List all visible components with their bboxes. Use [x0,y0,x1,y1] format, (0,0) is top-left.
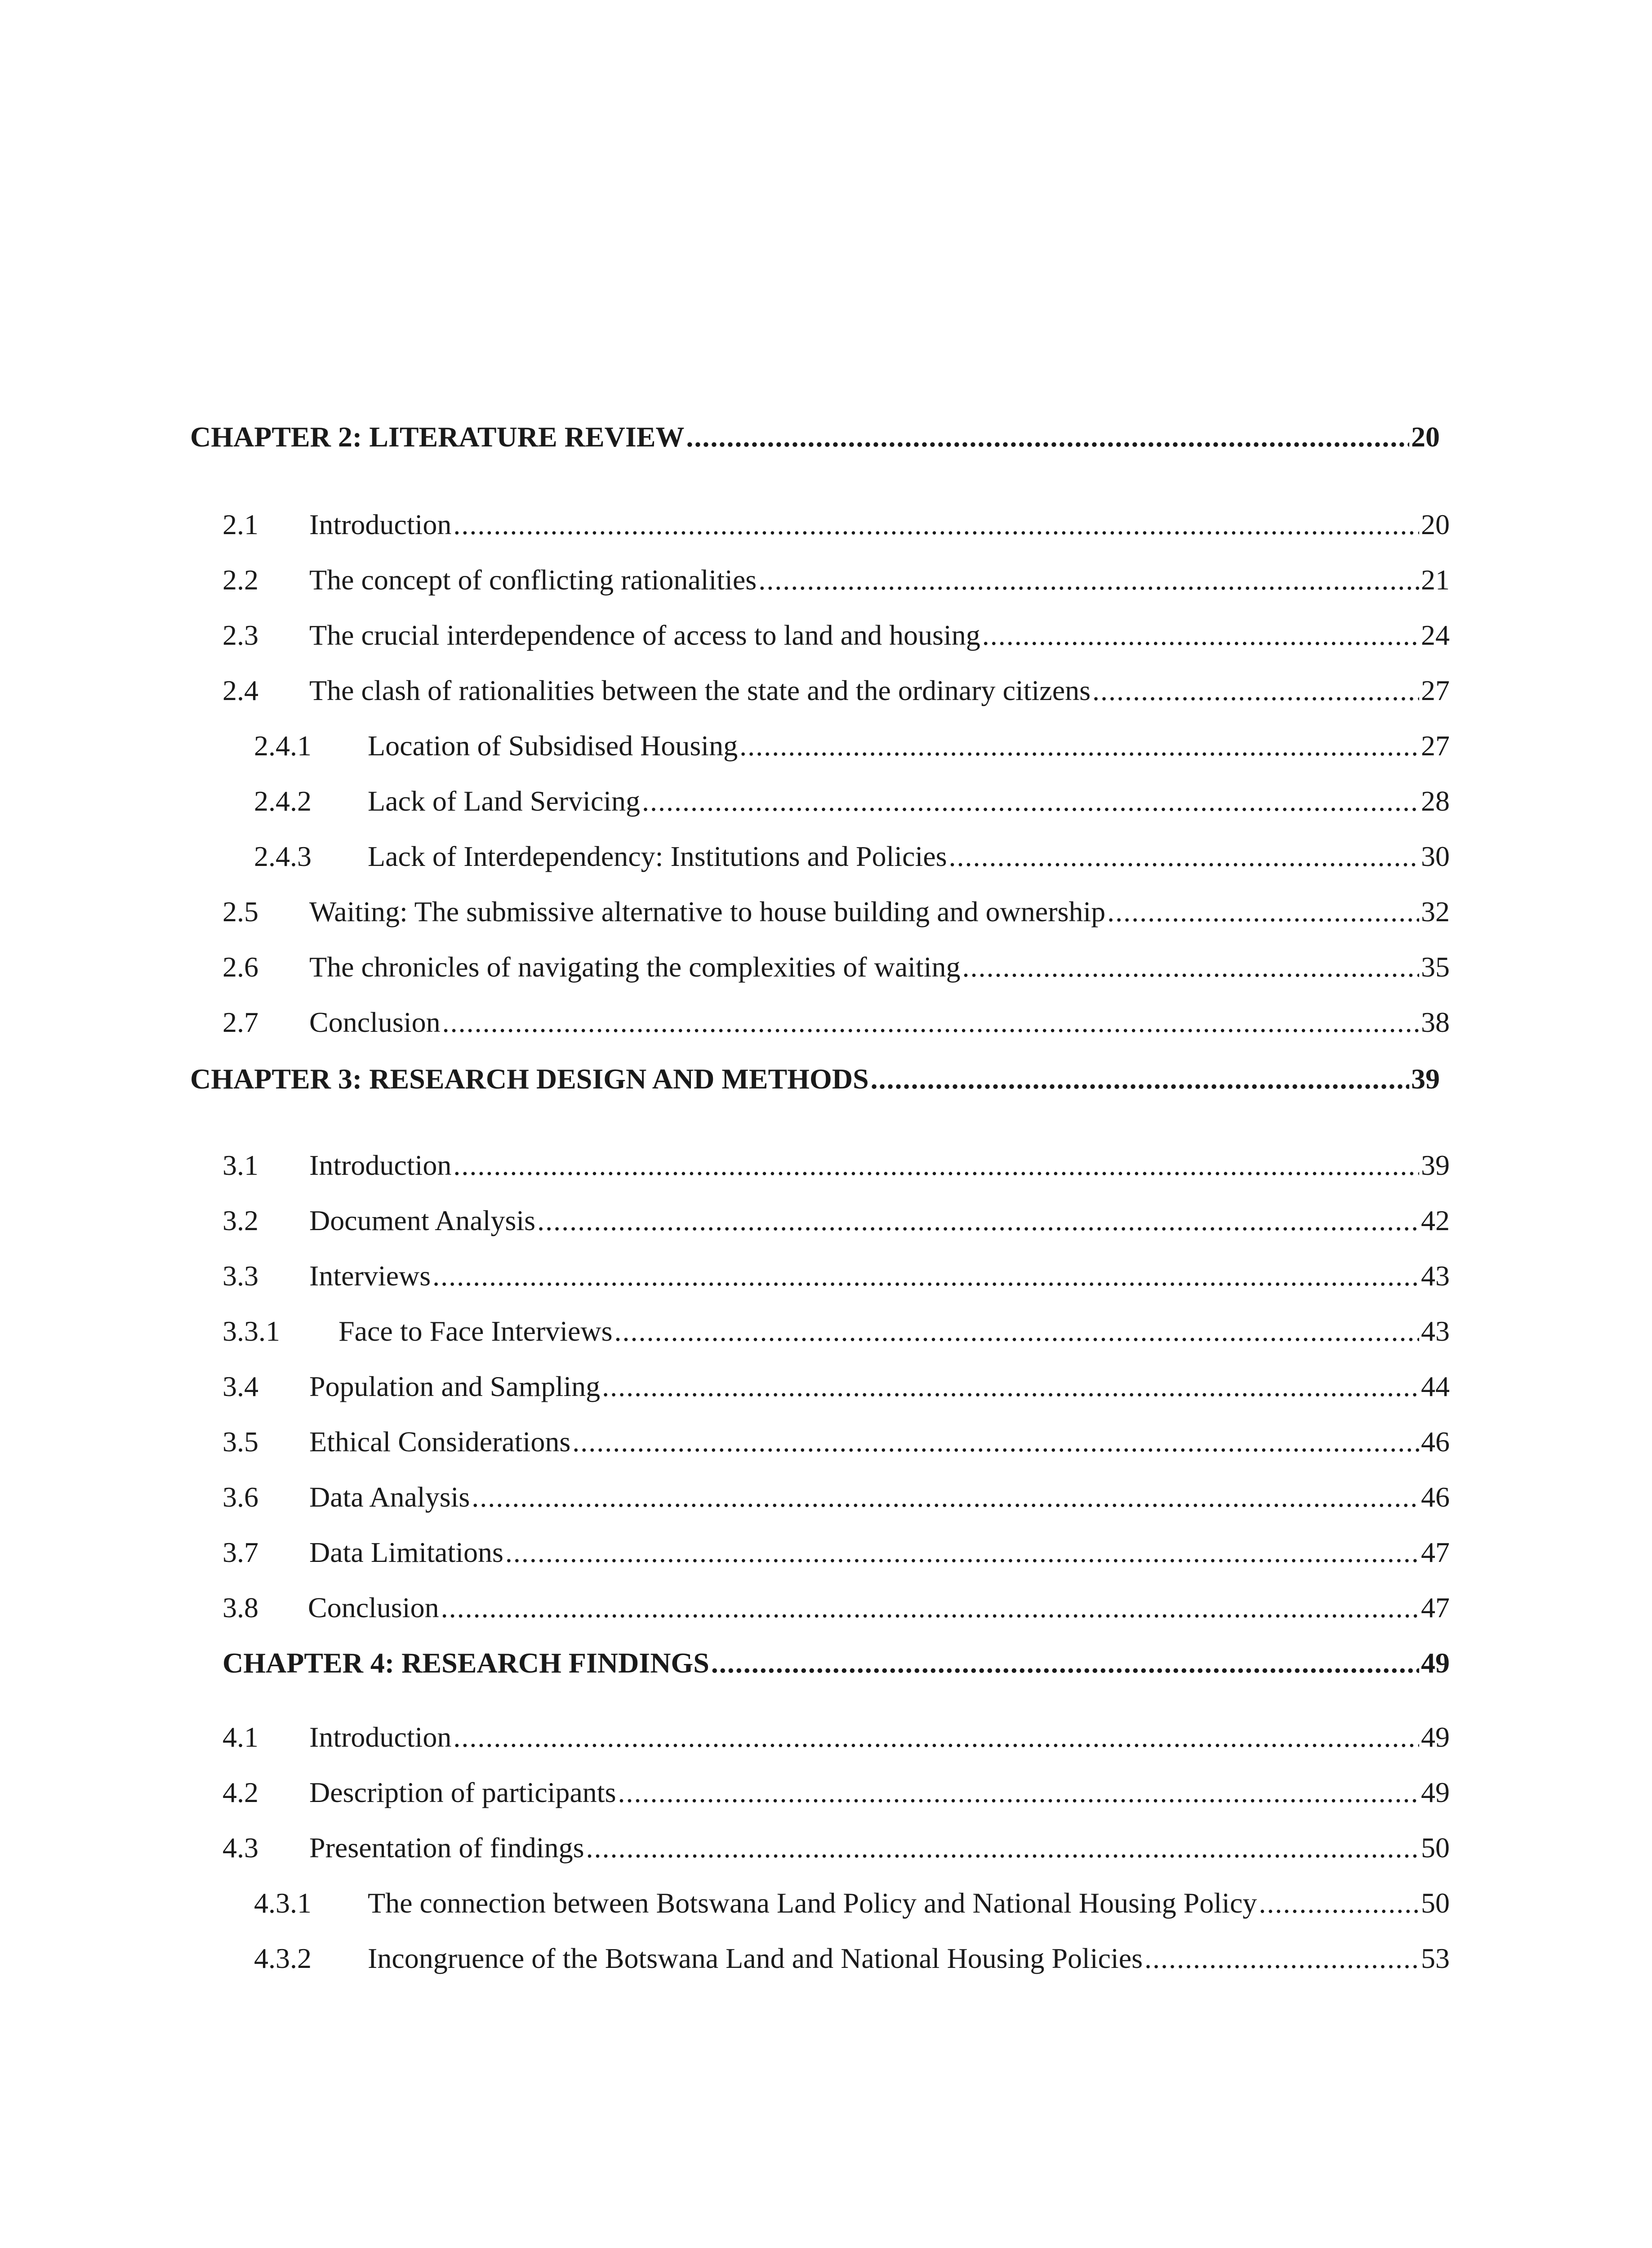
toc-entry-number: 3.8 [223,1592,258,1624]
toc-entry-chapter-2[interactable] [190,423,1440,451]
toc-entry-3-1[interactable] [223,1151,1450,1180]
dot-leader [586,1833,1419,1862]
toc-entry-page: 44 [1421,1370,1450,1402]
toc-entry-number: 2.5 [223,896,258,928]
toc-entry-3-6[interactable] [223,1483,1450,1512]
toc-entry-number: 2.7 [223,1006,258,1038]
toc-entry-number: 3.7 [223,1536,258,1568]
toc-entry-2-4-1[interactable] [254,731,1450,760]
toc-entry-page: 35 [1421,951,1450,983]
toc-entry-number: 2.3 [223,619,258,651]
toc-entry-page: 50 [1421,1832,1450,1864]
toc-entry-3-3-1[interactable] [223,1317,1450,1346]
dot-leader [711,1649,1419,1677]
toc-entry-2-5[interactable] [223,897,1450,926]
toc-entry-2-2[interactable] [223,566,1450,594]
toc-entry-page: 30 [1421,840,1450,872]
toc-entry-4-2[interactable] [223,1778,1450,1807]
toc-entry-title: Face to Face Interviews [338,1315,613,1347]
toc-entry-page: 49 [1421,1647,1450,1679]
toc-entry-title: CHAPTER 4: RESEARCH FINDINGS [223,1647,709,1679]
dot-leader [442,1008,1419,1037]
toc-entry-number: 2.6 [223,951,258,983]
toc-entry-page: 20 [1411,421,1440,453]
toc-entry-number: 3.1 [223,1149,258,1181]
toc-entry-4-3[interactable] [223,1833,1450,1862]
toc-entry-4-3-1[interactable] [254,1889,1450,1918]
toc-entry-3-8[interactable] [223,1593,1450,1622]
toc-entry-title: The connection between Botswana Land Policy and National Housing Policy [368,1887,1257,1919]
toc-entry-4-3-2[interactable] [254,1944,1450,1973]
toc-entry-title: Introduction [309,1149,452,1181]
toc-entry-number: 2.2 [223,564,258,596]
toc-entry-number: 2.4.2 [254,785,312,817]
dot-leader [432,1262,1419,1290]
toc-entry-2-7[interactable] [223,1008,1450,1037]
toc-entry-page: 24 [1421,619,1450,651]
toc-entry-4-1[interactable] [223,1723,1450,1752]
dot-leader [441,1593,1419,1622]
dot-leader [572,1427,1419,1456]
dot-leader [962,953,1419,981]
dot-leader [537,1206,1419,1235]
toc-entry-title: Presentation of findings [309,1832,584,1864]
toc-entry-number: 3.3.1 [223,1315,280,1347]
dot-leader [505,1538,1419,1567]
toc-entry-page: 50 [1421,1887,1450,1919]
toc-entry-page: 46 [1421,1481,1450,1513]
toc-entry-title: Interviews [309,1260,431,1292]
dot-leader [1259,1889,1419,1918]
toc-entry-title: Data Analysis [309,1481,470,1513]
toc-entry-page: 46 [1421,1426,1450,1458]
toc-entry-chapter-3[interactable] [190,1065,1440,1093]
toc-entry-page: 32 [1421,896,1450,928]
toc-entry-2-4-2[interactable] [254,787,1450,816]
dot-leader [739,731,1419,760]
toc-entry-page: 38 [1421,1006,1450,1038]
toc-entry-number: 3.5 [223,1426,258,1458]
toc-entry-3-4[interactable] [223,1372,1450,1401]
toc-entry-number: 4.1 [223,1721,258,1753]
toc-entry-2-4-3[interactable] [254,842,1450,871]
toc-entry-title: Population and Sampling [309,1370,601,1402]
toc-entry-title: Introduction [309,1721,452,1753]
dot-leader [1092,676,1419,705]
toc-entry-title: CHAPTER 3: RESEARCH DESIGN AND METHODS [190,1063,869,1095]
dot-leader [758,566,1419,594]
dot-leader [1107,897,1419,926]
toc-entry-number: 3.4 [223,1370,258,1402]
toc-entry-title: Data Limitations [309,1536,503,1568]
toc-entry-page: 42 [1421,1204,1450,1236]
toc-entry-2-6[interactable] [223,953,1450,981]
toc-entry-page: 27 [1421,730,1450,762]
toc-entry-page: 47 [1421,1592,1450,1624]
toc-entry-title: The crucial interdependence of access to land and housing [309,619,980,651]
toc-entry-page: 27 [1421,674,1450,706]
dot-leader [453,1723,1419,1752]
toc-entry-number: 4.2 [223,1776,258,1808]
toc-entry-title: The chronicles of navigating the complexities of waiting [309,951,961,983]
toc-entry-page: 47 [1421,1536,1450,1568]
toc-entry-title: Document Analysis [309,1204,536,1236]
toc-entry-page: 49 [1421,1721,1450,1753]
dot-leader [602,1372,1419,1401]
dot-leader [982,621,1419,650]
toc-entry-number: 3.2 [223,1204,258,1236]
dot-leader [686,423,1409,451]
dot-leader [871,1065,1409,1093]
toc-entry-number: 3.6 [223,1481,258,1513]
toc-entry-page: 28 [1421,785,1450,817]
toc-entry-2-1[interactable] [223,510,1450,539]
toc-entry-number: 3.3 [223,1260,258,1292]
toc-entry-page: 20 [1421,508,1450,540]
toc-entry-number: 2.4.3 [254,840,312,872]
toc-entry-title: Conclusion [308,1592,439,1624]
toc-entry-number: 4.3.1 [254,1887,312,1919]
toc-entry-page: 43 [1421,1315,1450,1347]
dot-leader [472,1483,1419,1512]
toc-entry-page: 43 [1421,1260,1450,1292]
toc-entry-number: 2.4.1 [254,730,312,762]
toc-entry-page: 53 [1421,1942,1450,1974]
toc-entry-number: 2.4 [223,674,258,706]
toc-entry-title: Location of Subsidised Housing [368,730,738,762]
toc-entry-title: Conclusion [309,1006,441,1038]
toc-entry-title: The concept of conflicting rationalities [309,564,757,596]
toc-entry-title: Incongruence of the Botswana Land and National Housing Policies [368,1942,1143,1974]
toc-entry-title: Ethical Considerations [309,1426,571,1458]
toc-entry-title: Lack of Land Servicing [368,785,640,817]
toc-entry-page: 49 [1421,1776,1450,1808]
toc-entry-title: Lack of Interdependency: Institutions and Policies [368,840,947,872]
dot-leader [614,1317,1419,1346]
dot-leader [642,787,1419,816]
toc-entry-2-4[interactable] [223,676,1450,705]
dot-leader [453,510,1419,539]
toc-entry-3-3[interactable] [223,1262,1450,1290]
toc-entry-number: 2.1 [223,508,258,540]
toc-entry-3-5[interactable] [223,1427,1450,1456]
toc-entry-chapter-4[interactable] [223,1649,1450,1677]
toc-entry-2-3[interactable] [223,621,1450,650]
dot-leader [1144,1944,1419,1973]
toc-entry-title: Waiting: The submissive alternative to house building and ownership [309,896,1106,928]
toc-entry-page: 39 [1411,1063,1440,1095]
toc-entry-3-7[interactable] [223,1538,1450,1567]
toc-entry-title: Description of participants [309,1776,616,1808]
toc-entry-title: The clash of rationalities between the state and the ordinary citizens [309,674,1091,706]
toc-entry-3-2[interactable] [223,1206,1450,1235]
toc-entry-page: 39 [1421,1149,1450,1181]
toc-entry-number: 4.3 [223,1832,258,1864]
dot-leader [618,1778,1419,1807]
toc-entry-page: 21 [1421,564,1450,596]
toc-entry-number: 4.3.2 [254,1942,312,1974]
dot-leader [949,842,1419,871]
dot-leader [453,1151,1419,1180]
toc-entry-title: Introduction [309,508,452,540]
toc-entry-title: CHAPTER 2: LITERATURE REVIEW [190,421,685,453]
